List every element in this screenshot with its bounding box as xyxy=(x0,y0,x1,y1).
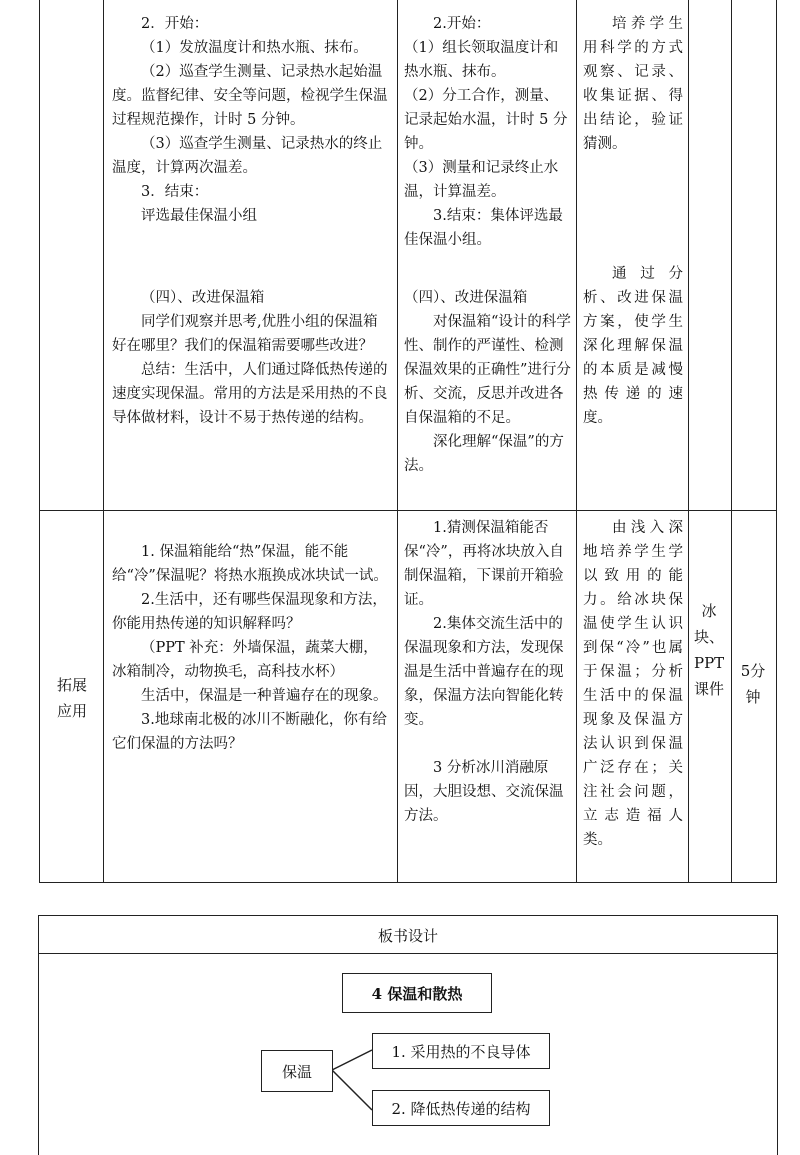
text-line: 2.生活中，还有哪些保温现象和方法，你能用热传递的知识解释吗？ xyxy=(112,592,387,632)
text-line: 培养学生用科学的方式观察、记录、收集证据、得出结论，验证猜测。 xyxy=(583,16,683,152)
stage-label: 拓展应用 xyxy=(56,676,87,720)
text-line: 总结：生活中，人们通过降低热传递的速度实现保温。常用的方法是采用热的不良导体做材料，设计不易于热传递的结构。 xyxy=(112,362,388,426)
text-line: 评选最佳保温小组 xyxy=(141,208,257,224)
table-divider xyxy=(688,0,689,883)
table-border-bottom xyxy=(39,882,777,883)
table-divider xyxy=(103,0,104,883)
text-line: 1. 保温箱能给“热”保温，能不能给“冷”保温呢？将热水瓶换成冰块试一试。 xyxy=(112,544,388,584)
text-line: 3.地球南北极的冰川不断融化，你有给它们保温的方法吗？ xyxy=(112,712,387,752)
table-row-divider xyxy=(39,510,777,511)
teacher-activity-cell xyxy=(112,12,392,430)
board-border-left xyxy=(38,915,39,1155)
student-activity-cell xyxy=(404,516,572,828)
text-line: 由浅入深地培养学生学以致用的能力。给冰块保温使学生认识到保“冷”也属于保温；分析生活中的保温现象及保温方法认识到保温广泛存在；关注社会问题，立志造福人类。 xyxy=(583,520,683,848)
text-line: 通过分析、改进保温方案，使学生深化理解保温的本质是减慢热传递的速度。 xyxy=(583,266,683,426)
text-line: （3）测量和记录终止水温，计算温差。 xyxy=(404,160,559,200)
text-line: （2）分工合作，测量、记录起始水温，计时 5 分钟。 xyxy=(404,88,568,152)
board-branch-node: 2. 降低热传递的结构 xyxy=(372,1090,550,1126)
board-title: 4 保温和散热 xyxy=(342,973,492,1013)
table-border-right xyxy=(776,0,777,883)
text-line: 对保温箱“设计的科学性、制作的严谨性、检测保温效果的正确性”进行分析、交流，反思并改进各自保温箱的不足。 xyxy=(404,314,571,426)
table-divider xyxy=(731,0,732,883)
text-line: （1）发放温度计和热水瓶、抹布。 xyxy=(141,40,368,56)
text-line: 1.猜测保温箱能否保“冷”，再将冰块放入自制保温箱，下课前开箱验证。 xyxy=(404,520,564,608)
board-branch-node: 1. 采用热的不良导体 xyxy=(372,1033,550,1069)
text-line: （PPT 补充：外墙保温，蔬菜大棚，冰箱制冷，动物换毛，高科技水杯） xyxy=(112,640,378,680)
design-intent-cell xyxy=(583,12,683,430)
text-line: 2.集体交流生活中的保温现象和方法，发现保温是生活中普遍存在的现象，保温方法向智能化转变。 xyxy=(404,616,564,728)
text-line: （1）组长领取温度计和热水瓶、抹布。 xyxy=(404,40,559,80)
text-line: 3.结束：集体评选最佳保温小组。 xyxy=(404,208,563,248)
board-root-node: 保温 xyxy=(261,1050,333,1092)
section-heading: （四）、改进保温箱 xyxy=(141,290,265,306)
board-border-right xyxy=(777,915,778,1155)
table-border-left xyxy=(39,0,40,883)
text-line: 2.开始： xyxy=(433,16,491,32)
board-header: 板书设计 xyxy=(377,927,438,945)
board-border-top xyxy=(38,915,778,916)
text-line: 3．结束： xyxy=(141,184,209,200)
teacher-activity-cell xyxy=(112,540,392,756)
text-line: （2）巡查学生测量、记录热水起始温度。监督纪律、安全等问题，检视学生保温过程规范操作，计时 5 分钟。 xyxy=(112,64,388,128)
table-divider xyxy=(397,0,398,883)
text-line: 深化理解“保温”的方法。 xyxy=(404,434,564,474)
board-header-divider xyxy=(38,953,778,954)
text-line: 同学们观察并思考,优胜小组的保温箱好在哪里？我们的保温箱需要哪些改进？ xyxy=(112,314,378,354)
text-line: 3 分析冰川消融原因，大胆设想、交流保温方法。 xyxy=(404,760,564,824)
table-divider xyxy=(576,0,577,883)
resources-cell: 冰块、PPT课件 xyxy=(694,602,725,698)
student-activity-cell xyxy=(404,12,572,478)
text-line: 生活中，保温是一种普遍存在的现象。 xyxy=(141,688,388,704)
text-line: （3）巡查学生测量、记录热水的终止温度，计算两次温差。 xyxy=(112,136,383,176)
design-intent-cell xyxy=(583,516,683,852)
time-cell: 5分钟 xyxy=(740,662,766,706)
section-heading: （四）、改进保温箱 xyxy=(404,290,528,306)
text-line: 2．开始： xyxy=(141,16,209,32)
